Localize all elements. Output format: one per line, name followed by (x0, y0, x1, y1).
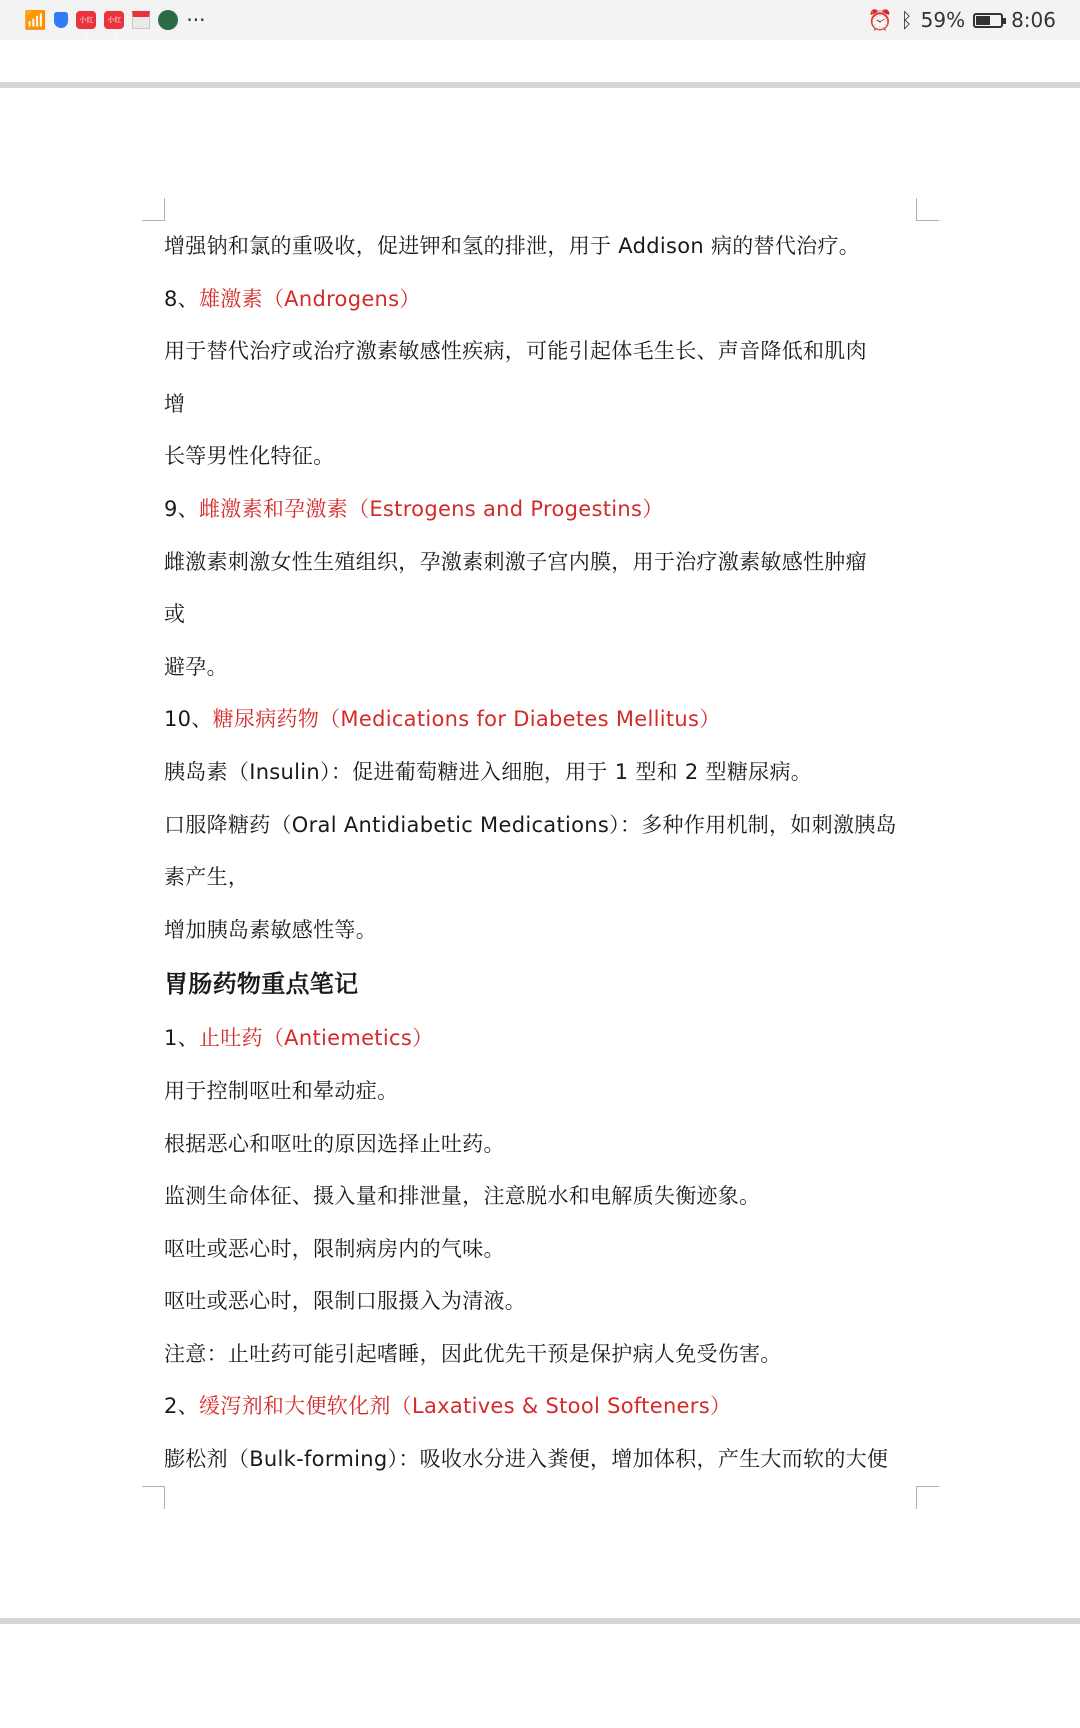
calendar-app-icon (132, 11, 150, 29)
page-corner-mark-top-right (916, 198, 939, 221)
item-title-line (164, 1380, 924, 1433)
text-line: 监测生命体征、摄入量和排泄量，注意脱水和电解质失衡迹象。 (164, 1184, 761, 1209)
text-line: 根据恶心和呕吐的原因选择止吐药。 (164, 1131, 505, 1156)
clock: 8:06 (1011, 8, 1056, 32)
status-bar (0, 0, 1080, 40)
page-corner-mark-bottom-right (916, 1486, 939, 1509)
item-title: 止吐药（Antiemetics） (198, 1026, 434, 1051)
item-title-line (164, 693, 924, 746)
more-notifications-icon: ··· (186, 8, 206, 32)
text-line: 呕吐或恶心时，限制口服摄入为清液。 (164, 1289, 527, 1314)
text-line: 用于控制呕吐和晕动症。 (164, 1078, 399, 1103)
text-line: 增强钠和氯的重吸收，促进钾和氢的排泄，用于 Addison 病的替代治疗。 (164, 234, 861, 258)
text-line: 呕吐或恶心时，限制病房内的气味。 (164, 1236, 505, 1261)
xiaohongshu-icon: 小红书 (76, 11, 96, 29)
item-title: 雌激素和孕激素（Estrogens and Progestins） (198, 496, 664, 521)
shield-icon (54, 12, 68, 28)
text-line: 避孕。 (164, 654, 228, 679)
text-line: 增加胰岛素敏感性等。 (164, 917, 377, 942)
page-bottom-divider (0, 1618, 1080, 1624)
app-icon (158, 10, 178, 30)
document-body[interactable] (164, 220, 924, 1486)
battery-icon (973, 13, 1003, 28)
text-line: 胰岛素（Insulin）：促进葡萄糖进入细胞，用于 1 型和 2 型糖尿病。 (164, 759, 813, 784)
item-title: 缓泻剂和大便软化剂（Laxatives & Stool Softeners） (198, 1394, 732, 1419)
item-number: 8、 (164, 286, 199, 311)
item-number: 1、 (164, 1026, 199, 1051)
text-line: 长等男性化特征。 (164, 444, 335, 469)
status-right (868, 8, 1056, 32)
page-corner-mark-top-left (142, 198, 165, 221)
item-title: 糖尿病药物（Medications for Diabetes Mellitus） (212, 707, 721, 732)
alarm-icon: ⏰ (867, 8, 893, 32)
text-line: 或 (164, 602, 186, 627)
battery-fill (976, 16, 990, 25)
battery-percent: 59% (920, 8, 966, 32)
page-top-divider (0, 82, 1080, 88)
item-number: 10、 (164, 707, 213, 732)
section-heading: 胃肠药物重点笔记 (164, 970, 359, 999)
text-line: 口服降糖药（Oral Antidiabetic Medications）：多种作用机制，如刺激胰岛 (164, 812, 897, 837)
text-line: 用于替代治疗或治疗激素敏感性疾病，可能引起体毛生长、声音降低和肌肉 (164, 339, 867, 364)
item-title-line (164, 1012, 924, 1065)
item-number: 2、 (164, 1394, 199, 1419)
item-title-line (164, 483, 924, 536)
wifi-icon: 📶 (24, 9, 47, 31)
xiaohongshu-icon-2: 小红书 (104, 11, 124, 29)
text-line: 素产生， (164, 865, 250, 890)
item-number: 9、 (164, 496, 199, 521)
item-title: 雄激素（Androgens） (198, 286, 421, 311)
status-left (24, 8, 206, 42)
text-line: 增 (164, 391, 186, 416)
text-line: 注意：止吐药可能引起嗜睡，因此优先干预是保护病人免受伤害。 (164, 1341, 782, 1366)
page-corner-mark-bottom-left (142, 1486, 165, 1509)
bluetooth-icon: ᛒ (900, 8, 913, 32)
text-line: 雌激素刺激女性生殖组织，孕激素刺激子宫内膜，用于治疗激素敏感性肿瘤 (164, 549, 867, 574)
item-title-line (164, 273, 924, 326)
text-line: 膨松剂（Bulk-forming）：吸收水分进入粪便，增加体积，产生大而软的大便 (164, 1447, 889, 1472)
